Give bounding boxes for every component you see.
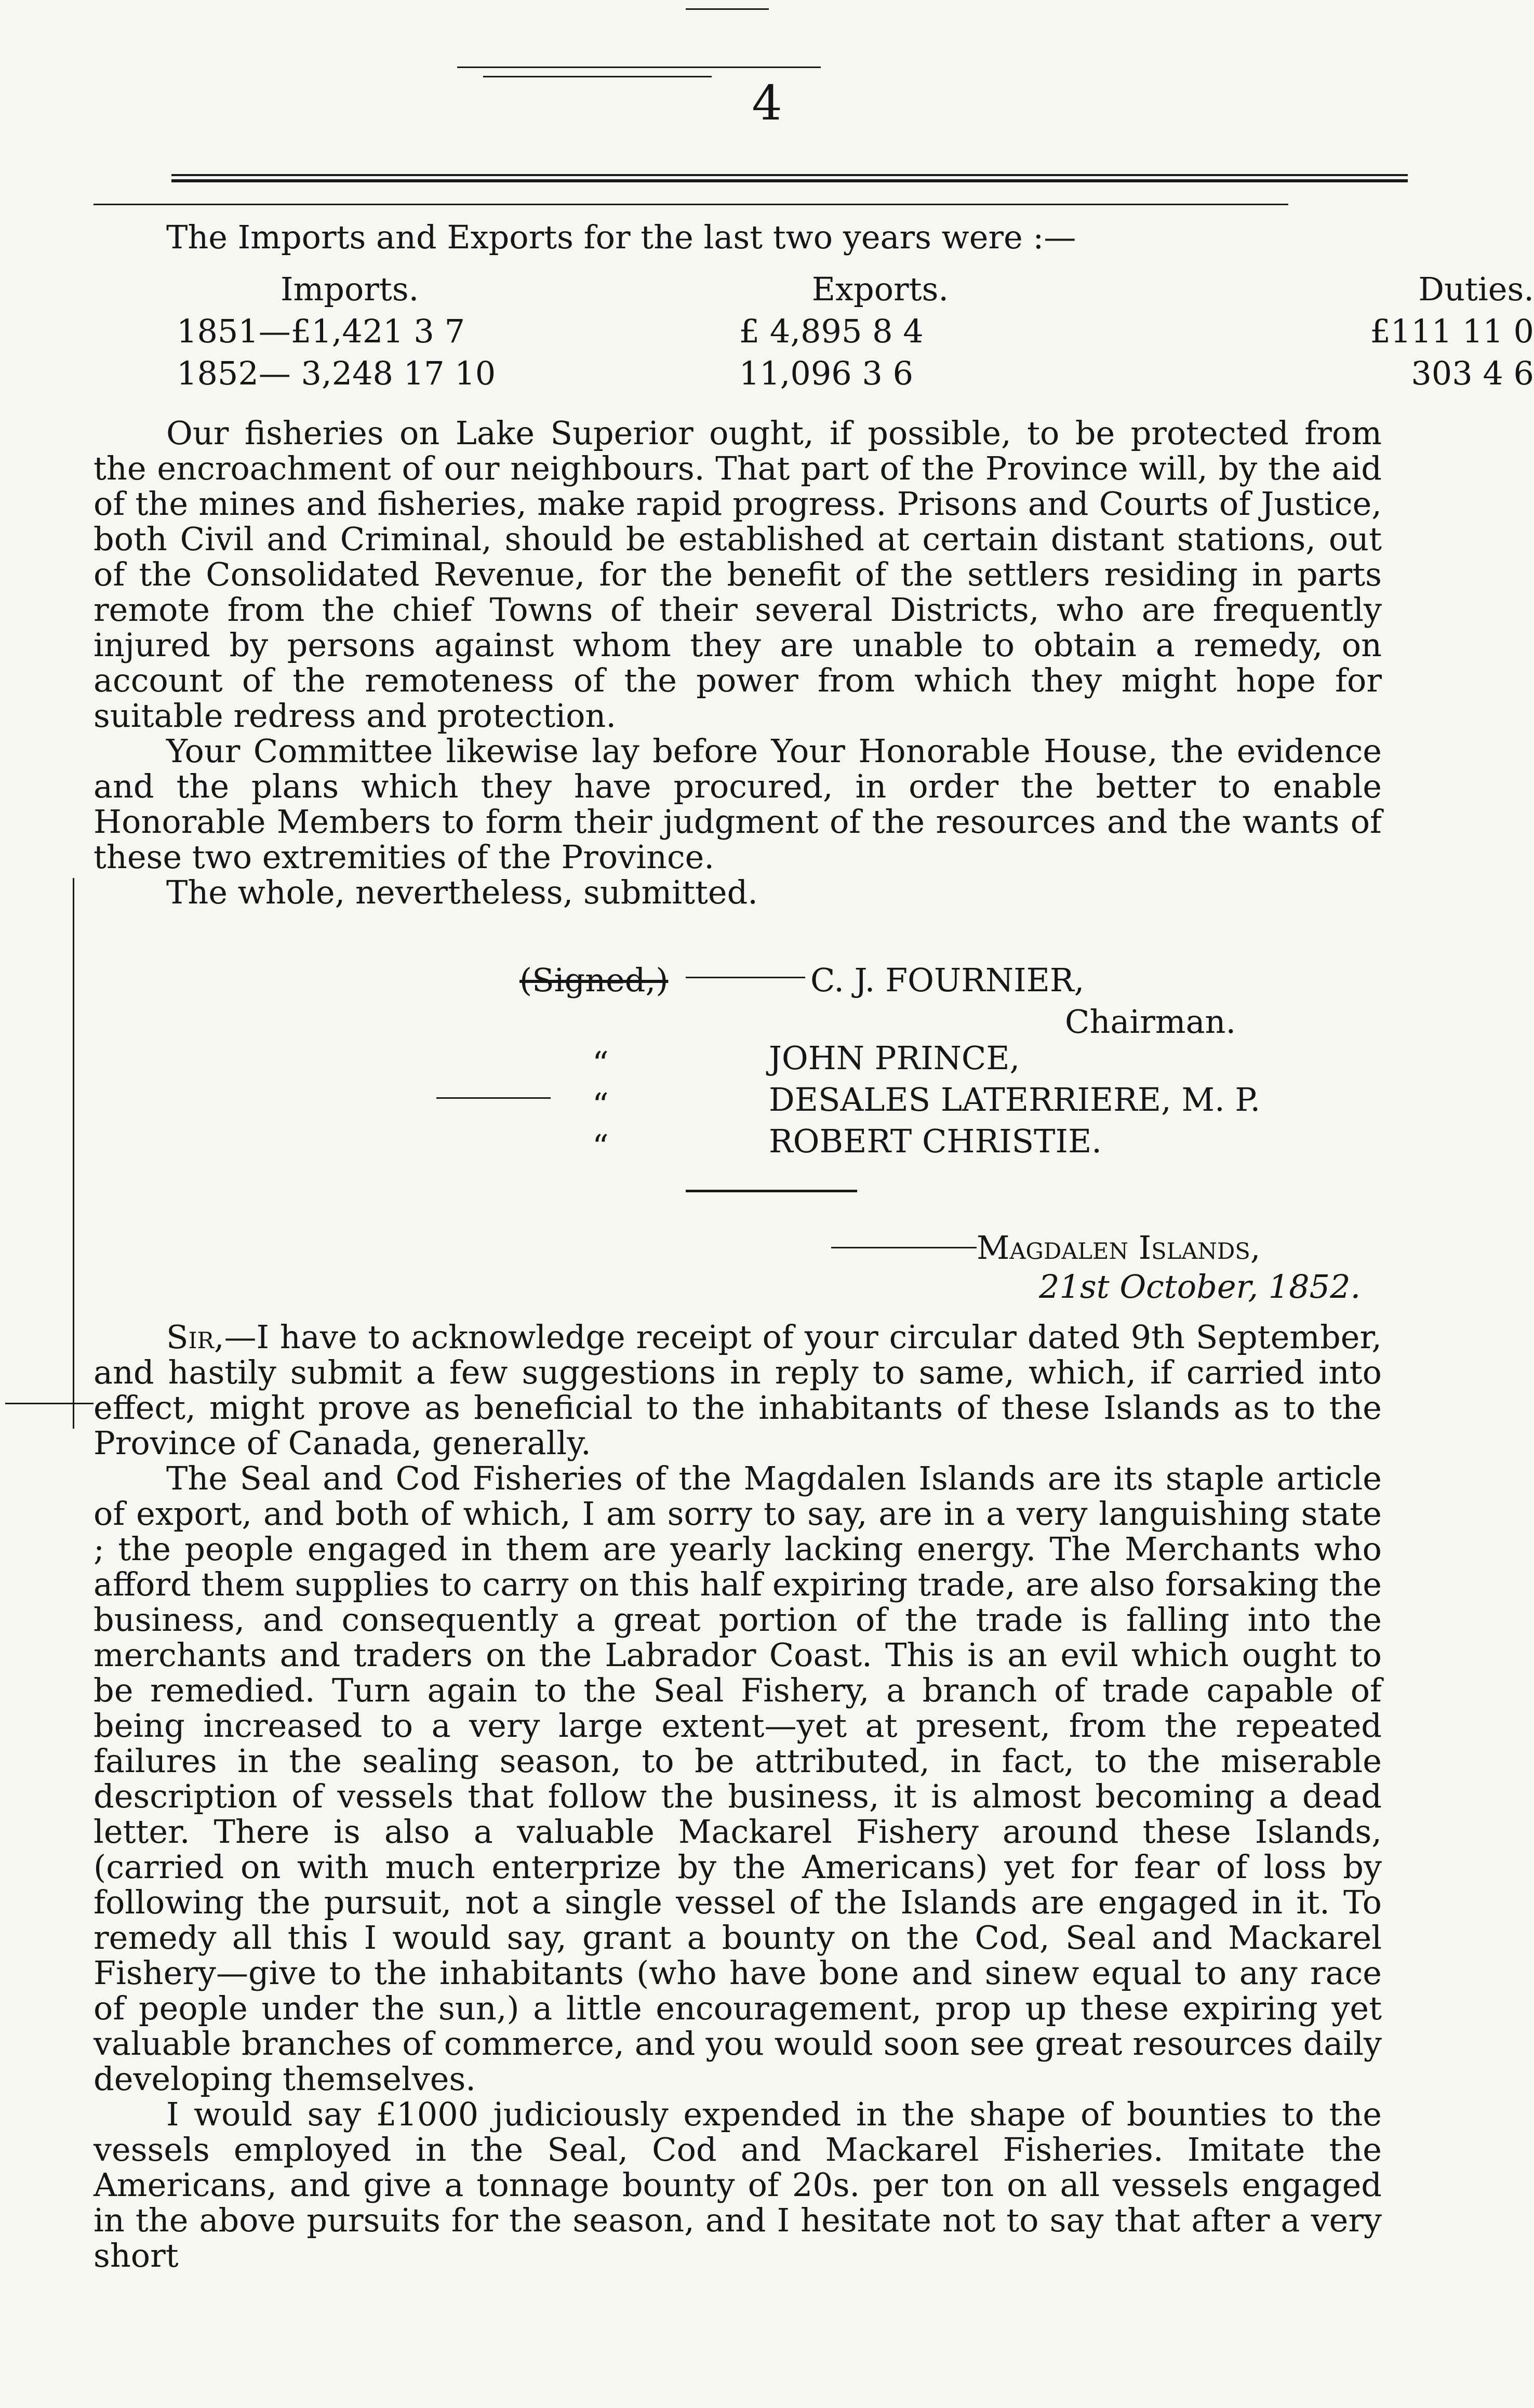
letter-heading-dash [831, 1247, 977, 1248]
letter-paragraph: The Seal and Cod Fisheries of the Magdalen Islands are its staple article of export, and both of which, I am sorry to say, are in a very languishing state ; the people engaged in them are yearly lacking energy. The Merchants who afford them supplies to carry on this half expiring trade, are also forsaking the business, and consequently a great portion of the trade is falling into the merchants and traders on the Labrador Coast. This is an evil which ought to be remedied. Turn again to the Seal Fishery, a branch of trade capable of being increased to a very large extent—yet at present, from the repeated failures in the sealing season, to be attributed, in fact, to the miserable description of vessels that follow the business, it is almost becoming a dead letter. There is also a valuable Mackarel Fishery around these Islands, (carried on with much enterprize by the Americans) yet for fear of loss by following the pursuit, not a single vessel of the Islands are engaged in it. To remedy all this I would say, grant a bounty on the Cod, Seal and Mackarel Fishery—give to the inhabitants (who have bone and sinew equal to any race of people under the sun,) a little encouragement, prop up these expiring yet valuable branches of commerce, and you would soon see great resources daily developing themselves. [94, 1459, 1382, 2098]
trade-intro: The Imports and Exports for the last two years were :— [166, 218, 1076, 256]
section-divider [686, 1190, 857, 1192]
header-underline-rule [94, 204, 1288, 205]
duty-value: 303 4 6 [1411, 354, 1534, 392]
letter-opening: —I have to acknowledge receipt of your circular dated 9th September, and hastily submit a few suggestions in reply to same, which, if carried into effect, might prove as beneficial to the inhabitants of these Islands as to the Province of Canada, generally. [94, 1318, 1382, 1462]
import-value: 1851—£1,421 3 7 [177, 312, 465, 350]
letter-paragraph [94, 1320, 1382, 1461]
ditto-mark: “ [592, 1044, 609, 1082]
header-short-rule [686, 8, 769, 10]
letter-salutation: Sir, [166, 1318, 224, 1356]
report-paragraph: Your Committee likewise lay before Your Honorable House, the evidence and the plans which they have procured, in order the better to enable Honorable Members to form their judgment of the resources and the wants of these two extremities of the Province. [94, 732, 1382, 876]
member-name: DESALES LATERRIERE, M. P. [769, 1081, 1261, 1119]
export-value: £ 4,895 8 4 [739, 312, 924, 350]
letter-place: Magdalen Islands, [977, 1229, 1261, 1267]
import-value: 1852— 3,248 17 10 [177, 354, 496, 392]
ditto-mark: “ [592, 1086, 609, 1124]
signature-dash [436, 1097, 551, 1099]
imports-header: Imports. [281, 270, 419, 308]
report-body [94, 416, 1382, 910]
trade-table-header-row [177, 270, 1534, 312]
chairman-title: Chairman. [1065, 1003, 1236, 1041]
signed-label: (Signed,) [519, 961, 669, 999]
ditto-mark: “ [592, 1127, 609, 1165]
header-double-rule [171, 179, 1408, 182]
exports-header: Exports. [811, 270, 949, 308]
letter-date: 21st October, 1852. [1039, 1268, 1361, 1306]
report-paragraph: The whole, nevertheless, submitted. [166, 873, 758, 911]
margin-dash [5, 1403, 94, 1404]
trade-table [177, 270, 1534, 396]
page-number: 4 [752, 75, 782, 131]
signature-dash [686, 977, 805, 978]
table-row [177, 354, 1534, 396]
member-name: ROBERT CHRISTIE. [769, 1122, 1102, 1160]
duty-value: £111 11 0 [1370, 312, 1534, 350]
header-double-rule [171, 174, 1408, 176]
letter-body [94, 1320, 1382, 2273]
report-paragraph: Our fisheries on Lake Superior ought, if possible, to be protected from the encroachment of our neighbours. That part of the Province will, by the aid of the mines and fisheries, make rapid progress. Prisons and Courts of Justice, both Civil and Criminal, should be established at certain distant stations, out of the Consolidated Revenue, for the benefit of the settlers residing in parts remote from the chief Towns of their several Districts, who are frequently injured by persons against whom they are unable to obtain a remedy, on account of the remoteness of the power from which they might hope for suitable redress and protection. [94, 414, 1382, 735]
chairman-name: C. J. FOURNIER, [810, 961, 1085, 999]
export-value: 11,096 3 6 [739, 354, 914, 392]
letter-paragraph: I would say £1000 judiciously expended in the shape of bounties to the vessels employed in the Seal, Cod and Mackarel Fisheries. Imitate the Americans, and give a tonnage bounty of 20s. per ton on all vessels engaged in the above pursuits for the season, and I hesitate not to say that after a very short [94, 2095, 1382, 2274]
duties-header: Duties. [1418, 270, 1534, 308]
member-name: JOHN PRINCE, [769, 1039, 1020, 1077]
table-row [177, 312, 1534, 354]
margin-vertical-rule [73, 878, 74, 1429]
header-short-rule [457, 66, 821, 68]
